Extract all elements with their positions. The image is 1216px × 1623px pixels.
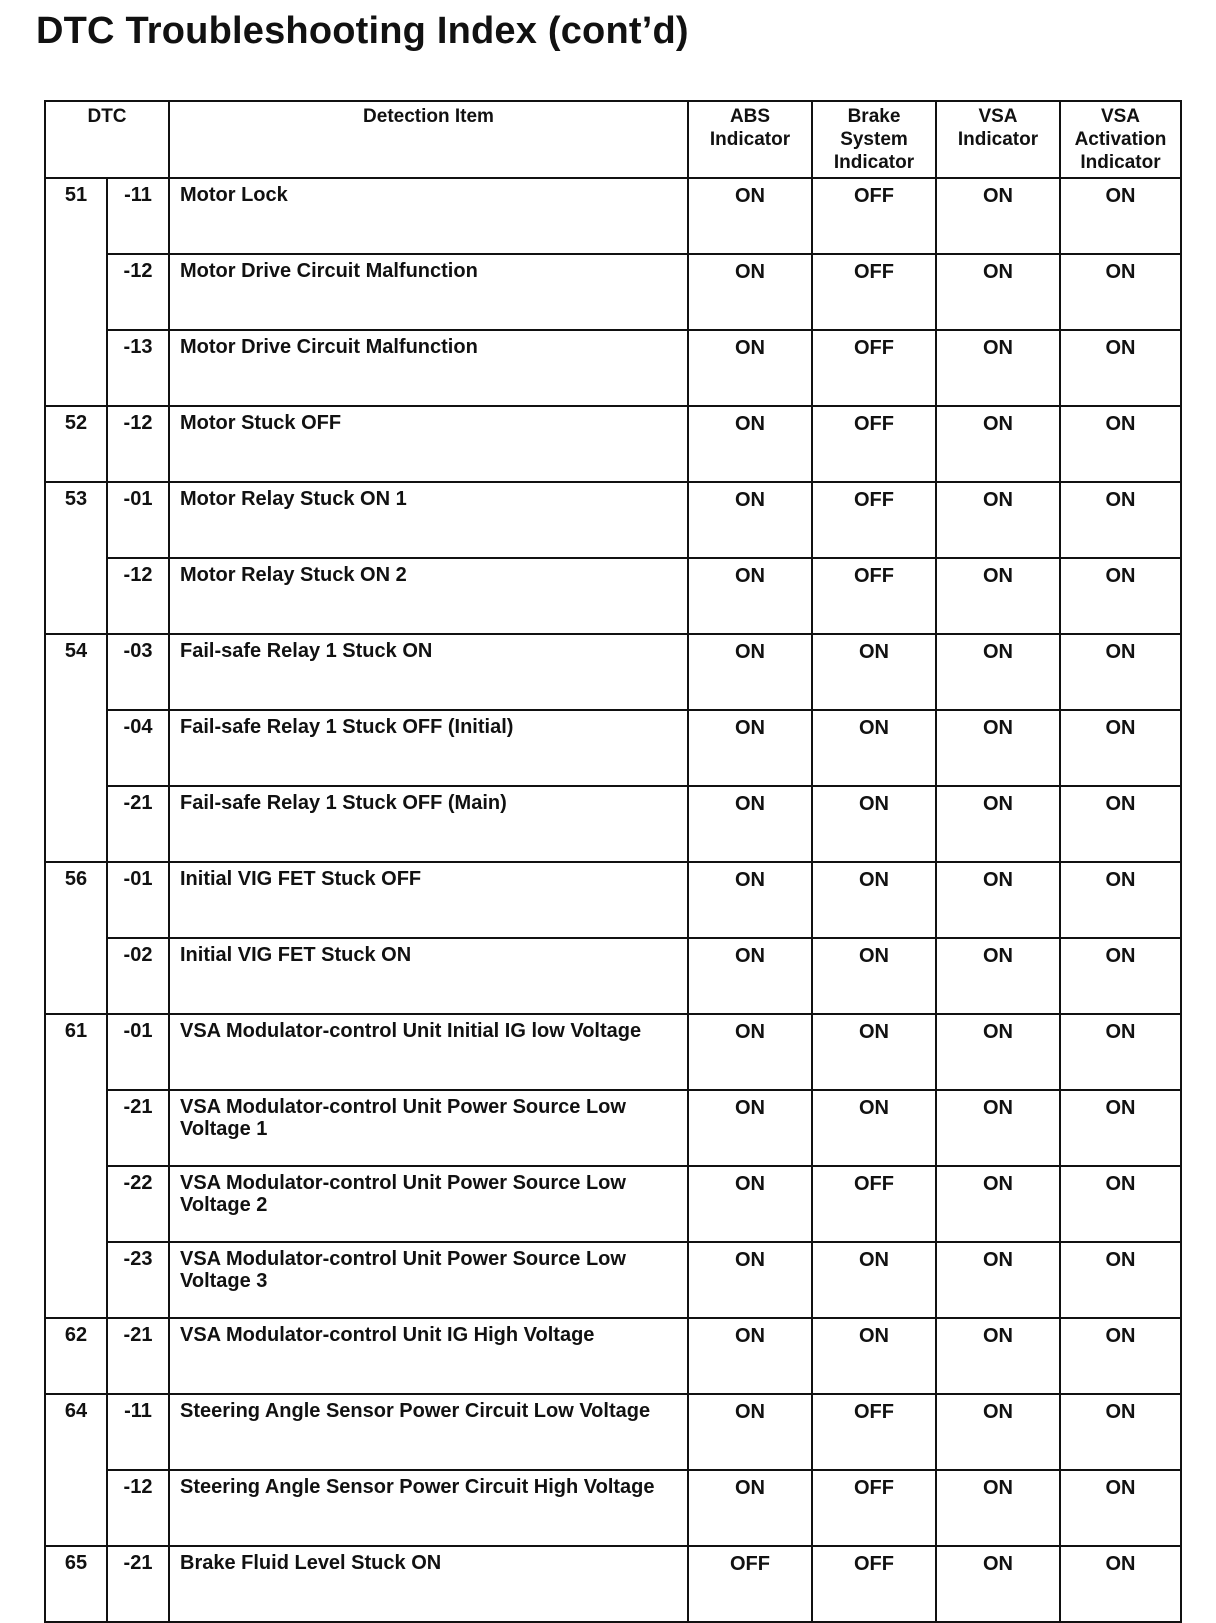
vsa-activation-indicator-status: ON — [1060, 1242, 1181, 1318]
vsa-activation-indicator-status: ON — [1060, 634, 1181, 710]
abs-indicator-status: ON — [688, 786, 812, 862]
dtc-subcode: -01 — [107, 1014, 169, 1090]
brake-system-indicator-status: ON — [812, 1014, 936, 1090]
detection-item: Motor Lock — [169, 178, 688, 254]
brake-system-indicator-status: OFF — [812, 178, 936, 254]
vsa-activation-indicator-status: ON — [1060, 1166, 1181, 1242]
brake-system-indicator-status: OFF — [812, 1546, 936, 1622]
brake-system-indicator-status: ON — [812, 786, 936, 862]
detection-item: VSA Modulator-control Unit Power Source Low Voltage 2 — [169, 1166, 688, 1242]
brake-system-indicator-status: OFF — [812, 1166, 936, 1242]
vsa-indicator-status: ON — [936, 862, 1060, 938]
dtc-subcode: -21 — [107, 1090, 169, 1166]
vsa-indicator-status: ON — [936, 482, 1060, 558]
dtc-code: 52 — [45, 406, 107, 482]
detection-item: VSA Modulator-control Unit Power Source Low Voltage 3 — [169, 1242, 688, 1318]
brake-system-indicator-status: OFF — [812, 254, 936, 330]
vsa-indicator-status: ON — [936, 1470, 1060, 1546]
detection-item: Initial VIG FET Stuck ON — [169, 938, 688, 1014]
vsa-indicator-status: ON — [936, 710, 1060, 786]
detection-item: Fail-safe Relay 1 Stuck OFF (Initial) — [169, 710, 688, 786]
abs-indicator-status: ON — [688, 558, 812, 634]
dtc-code: 54 — [45, 634, 107, 862]
dtc-subcode: -21 — [107, 786, 169, 862]
vsa-indicator-status: ON — [936, 938, 1060, 1014]
vsa-indicator-status: ON — [936, 1394, 1060, 1470]
table-row — [45, 634, 1181, 710]
detection-item: Motor Relay Stuck ON 2 — [169, 558, 688, 634]
brake-system-indicator-status: OFF — [812, 558, 936, 634]
table-row — [45, 862, 1181, 938]
abs-indicator-status: ON — [688, 254, 812, 330]
dtc-code: 65 — [45, 1546, 107, 1622]
table-row — [45, 938, 1181, 1014]
abs-indicator-status: ON — [688, 938, 812, 1014]
detection-item: VSA Modulator-control Unit Initial IG low Voltage — [169, 1014, 688, 1090]
dtc-subcode: -11 — [107, 1394, 169, 1470]
table-row — [45, 1090, 1181, 1166]
dtc-subcode: -11 — [107, 178, 169, 254]
vsa-indicator-status: ON — [936, 178, 1060, 254]
table-row — [45, 406, 1181, 482]
vsa-activation-indicator-status: ON — [1060, 178, 1181, 254]
vsa-indicator-status: ON — [936, 558, 1060, 634]
brake-system-indicator-status: ON — [812, 1242, 936, 1318]
detection-item: Fail-safe Relay 1 Stuck OFF (Main) — [169, 786, 688, 862]
vsa-activation-indicator-status: ON — [1060, 710, 1181, 786]
vsa-indicator-status: ON — [936, 1166, 1060, 1242]
dtc-code: 64 — [45, 1394, 107, 1546]
brake-system-indicator-status: OFF — [812, 1394, 936, 1470]
dtc-code: 51 — [45, 178, 107, 406]
abs-indicator-status: ON — [688, 178, 812, 254]
table-row — [45, 1014, 1181, 1090]
dtc-subcode: -01 — [107, 482, 169, 558]
dtc-subcode: -12 — [107, 558, 169, 634]
vsa-activation-indicator-status: ON — [1060, 254, 1181, 330]
dtc-code: 56 — [45, 862, 107, 1014]
abs-indicator-status: ON — [688, 330, 812, 406]
detection-item: Steering Angle Sensor Power Circuit High Voltage — [169, 1470, 688, 1546]
table-row — [45, 1546, 1181, 1622]
abs-indicator-status: ON — [688, 1470, 812, 1546]
header-abs-indicator: ABS Indicator — [688, 101, 812, 178]
vsa-indicator-status: ON — [936, 786, 1060, 862]
abs-indicator-status: ON — [688, 1394, 812, 1470]
dtc-subcode: -03 — [107, 634, 169, 710]
table-row — [45, 482, 1181, 558]
abs-indicator-status: ON — [688, 1014, 812, 1090]
brake-system-indicator-status: OFF — [812, 330, 936, 406]
vsa-activation-indicator-status: ON — [1060, 1014, 1181, 1090]
dtc-code: 61 — [45, 1014, 107, 1318]
vsa-activation-indicator-status: ON — [1060, 938, 1181, 1014]
dtc-code: 62 — [45, 1318, 107, 1394]
detection-item: VSA Modulator-control Unit Power Source Low Voltage 1 — [169, 1090, 688, 1166]
vsa-indicator-status: ON — [936, 406, 1060, 482]
brake-system-indicator-status: ON — [812, 1318, 936, 1394]
vsa-indicator-status: ON — [936, 1546, 1060, 1622]
vsa-indicator-status: ON — [936, 1318, 1060, 1394]
table-row — [45, 1166, 1181, 1242]
vsa-activation-indicator-status: ON — [1060, 406, 1181, 482]
table-row — [45, 558, 1181, 634]
vsa-indicator-status: ON — [936, 254, 1060, 330]
detection-item: Motor Relay Stuck ON 1 — [169, 482, 688, 558]
header-detection-item: Detection Item — [169, 101, 688, 178]
brake-system-indicator-status: ON — [812, 862, 936, 938]
vsa-activation-indicator-status: ON — [1060, 1318, 1181, 1394]
abs-indicator-status: ON — [688, 1166, 812, 1242]
dtc-subcode: -04 — [107, 710, 169, 786]
table-row — [45, 1242, 1181, 1318]
table-row — [45, 330, 1181, 406]
vsa-indicator-status: ON — [936, 330, 1060, 406]
table-body — [45, 178, 1181, 1622]
table-row — [45, 1470, 1181, 1546]
vsa-activation-indicator-status: ON — [1060, 482, 1181, 558]
dtc-subcode: -12 — [107, 1470, 169, 1546]
vsa-indicator-status: ON — [936, 634, 1060, 710]
abs-indicator-status: ON — [688, 862, 812, 938]
header-vsa-indicator: VSA Indicator — [936, 101, 1060, 178]
abs-indicator-status: OFF — [688, 1546, 812, 1622]
table-header-row — [45, 101, 1181, 178]
vsa-activation-indicator-status: ON — [1060, 1470, 1181, 1546]
table-row — [45, 1318, 1181, 1394]
brake-system-indicator-status: ON — [812, 710, 936, 786]
brake-system-indicator-status: OFF — [812, 482, 936, 558]
vsa-activation-indicator-status: ON — [1060, 786, 1181, 862]
dtc-subcode: -22 — [107, 1166, 169, 1242]
detection-item: Steering Angle Sensor Power Circuit Low Voltage — [169, 1394, 688, 1470]
abs-indicator-status: ON — [688, 710, 812, 786]
detection-item: Initial VIG FET Stuck OFF — [169, 862, 688, 938]
dtc-subcode: -13 — [107, 330, 169, 406]
dtc-subcode: -02 — [107, 938, 169, 1014]
abs-indicator-status: ON — [688, 406, 812, 482]
detection-item: Motor Drive Circuit Malfunction — [169, 254, 688, 330]
vsa-activation-indicator-status: ON — [1060, 862, 1181, 938]
table-row — [45, 254, 1181, 330]
abs-indicator-status: ON — [688, 634, 812, 710]
table-row — [45, 178, 1181, 254]
table-row — [45, 786, 1181, 862]
table-row — [45, 1394, 1181, 1470]
vsa-activation-indicator-status: ON — [1060, 1090, 1181, 1166]
vsa-indicator-status: ON — [936, 1014, 1060, 1090]
detection-item: Brake Fluid Level Stuck ON — [169, 1546, 688, 1622]
vsa-activation-indicator-status: ON — [1060, 1394, 1181, 1470]
brake-system-indicator-status: OFF — [812, 406, 936, 482]
dtc-index-table — [44, 100, 1182, 1623]
dtc-subcode: -12 — [107, 254, 169, 330]
brake-system-indicator-status: OFF — [812, 1470, 936, 1546]
dtc-subcode: -12 — [107, 406, 169, 482]
brake-system-indicator-status: ON — [812, 938, 936, 1014]
abs-indicator-status: ON — [688, 1318, 812, 1394]
dtc-subcode: -01 — [107, 862, 169, 938]
table-row — [45, 710, 1181, 786]
detection-item: Motor Stuck OFF — [169, 406, 688, 482]
detection-item: Fail-safe Relay 1 Stuck ON — [169, 634, 688, 710]
vsa-indicator-status: ON — [936, 1090, 1060, 1166]
header-brake-system-indicator: Brake System Indicator — [812, 101, 936, 178]
header-vsa-activation-indicator: VSA Activation Indicator — [1060, 101, 1181, 178]
vsa-activation-indicator-status: ON — [1060, 1546, 1181, 1622]
abs-indicator-status: ON — [688, 482, 812, 558]
vsa-activation-indicator-status: ON — [1060, 558, 1181, 634]
dtc-subcode: -21 — [107, 1318, 169, 1394]
brake-system-indicator-status: ON — [812, 1090, 936, 1166]
vsa-activation-indicator-status: ON — [1060, 330, 1181, 406]
abs-indicator-status: ON — [688, 1242, 812, 1318]
dtc-subcode: -23 — [107, 1242, 169, 1318]
vsa-indicator-status: ON — [936, 1242, 1060, 1318]
dtc-subcode: -21 — [107, 1546, 169, 1622]
detection-item: VSA Modulator-control Unit IG High Voltage — [169, 1318, 688, 1394]
detection-item: Motor Drive Circuit Malfunction — [169, 330, 688, 406]
dtc-code: 53 — [45, 482, 107, 634]
header-dtc: DTC — [45, 101, 169, 178]
abs-indicator-status: ON — [688, 1090, 812, 1166]
page-title: DTC Troubleshooting Index (cont’d) — [36, 10, 689, 52]
brake-system-indicator-status: ON — [812, 634, 936, 710]
